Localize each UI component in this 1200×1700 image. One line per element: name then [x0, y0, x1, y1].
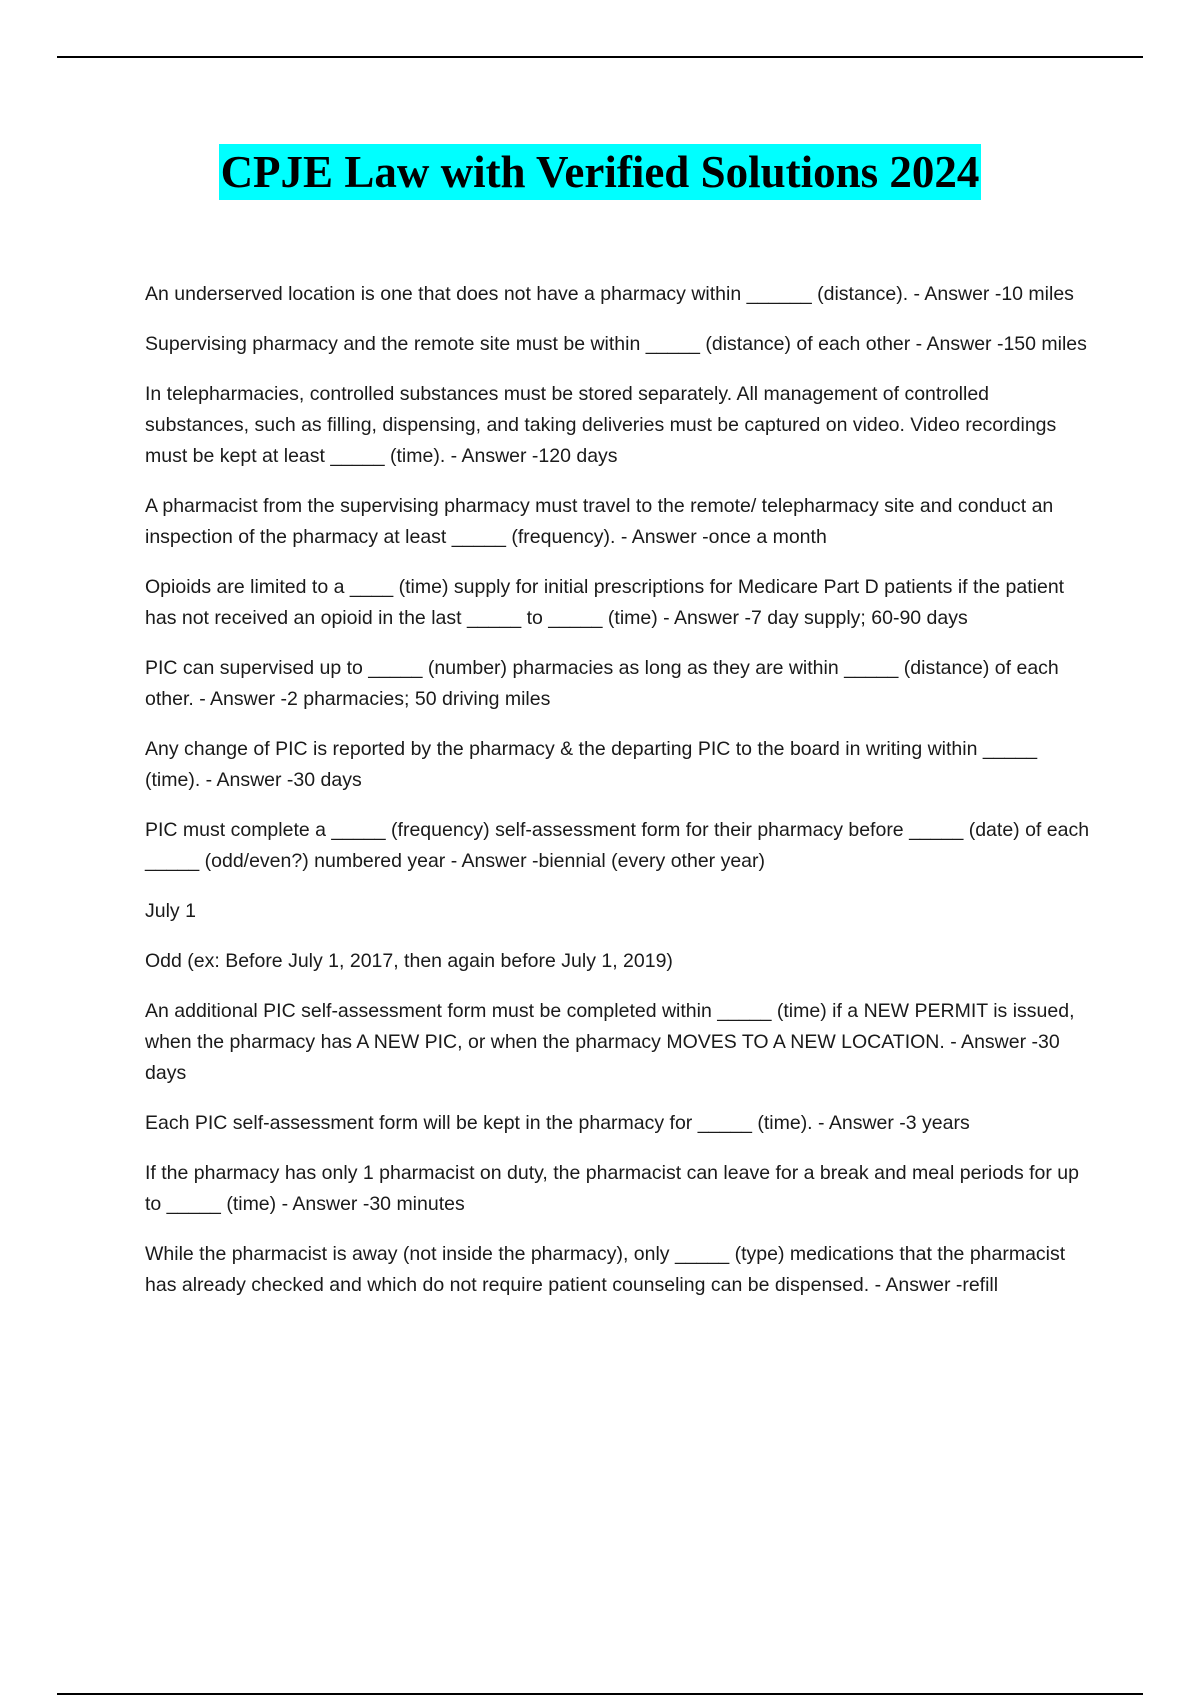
- qa-paragraph: Odd (ex: Before July 1, 2017, then again before July 1, 2019): [145, 950, 673, 972]
- qa-paragraph: Opioids are limited to a ____ (time) supply for initial prescriptions for Medicare Part D patients if the patient has not received an opioid in the last _____ to _____ (time) - Answer -7 day supply; 60-90 days: [145, 576, 1065, 629]
- qa-paragraph: July 1: [145, 900, 196, 922]
- qa-paragraph: An underserved location is one that does not have a pharmacy within ______ (distance). - Answer -10 miles: [145, 283, 1074, 305]
- qa-paragraph: Each PIC self-assessment form will be kept in the pharmacy for _____ (time). - Answer -3 years: [145, 1112, 970, 1134]
- top-rule: [57, 56, 1143, 58]
- qa-paragraph: PIC can supervised up to _____ (number) pharmacies as long as they are within _____ (distance) of each other. - Answer -2 pharmacies; 50 driving miles: [145, 657, 1059, 710]
- qa-paragraph: Any change of PIC is reported by the pharmacy & the departing PIC to the board in writing within _____ (time). - Answer -30 days: [145, 738, 1038, 791]
- qa-paragraph: While the pharmacist is away (not inside the pharmacy), only _____ (type) medications that the pharmacist has already checked and which do not require patient counseling can be dispensed. - Answer -refill: [145, 1243, 1066, 1296]
- bottom-rule: [57, 1693, 1143, 1695]
- qa-paragraph: Supervising pharmacy and the remote site must be within _____ (distance) of each other - Answer -150 miles: [145, 333, 1087, 355]
- qa-paragraph: PIC must complete a _____ (frequency) self-assessment form for their pharmacy before _____ (date) of each _____ (odd/even?) numbered year - Answer -biennial (every other year): [145, 819, 1090, 872]
- document-body: [145, 279, 1090, 1320]
- title-container: [0, 144, 1200, 200]
- qa-paragraph: A pharmacist from the supervising pharmacy must travel to the remote/ telepharmacy site and conduct an inspection of the pharmacy at least _____ (frequency). - Answer -once a month: [145, 495, 1054, 548]
- qa-paragraph: If the pharmacy has only 1 pharmacist on duty, the pharmacist can leave for a break and meal periods for up to _____ (time) - Answer -30 minutes: [145, 1162, 1079, 1215]
- document-title: CPJE Law with Verified Solutions 2024: [219, 144, 982, 200]
- qa-paragraph: An additional PIC self-assessment form must be completed within _____ (time) if a NEW PERMIT is issued, when the pharmacy has A NEW PIC, or when the pharmacy MOVES TO A NEW LOCATION. - Answer -30 days: [145, 1000, 1075, 1084]
- qa-paragraph: In telepharmacies, controlled substances must be stored separately. All management of controlled substances, such as filling, dispensing, and taking deliveries must be captured on video. Video recordings must be kept at least _____ (time). - Answer -120 days: [145, 383, 1057, 467]
